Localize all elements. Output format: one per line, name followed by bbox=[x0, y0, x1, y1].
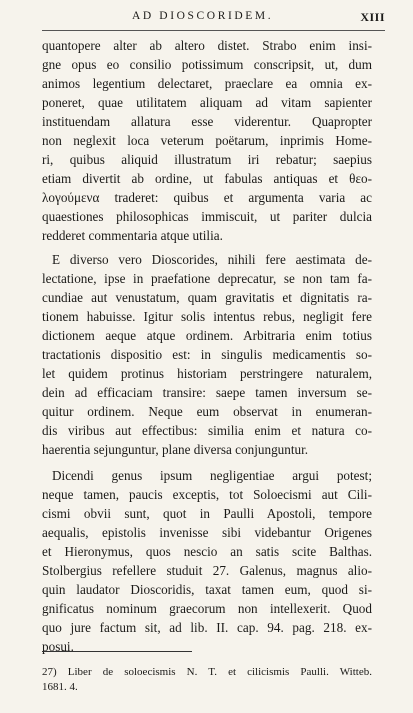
paragraph-2-line-11: haerentia sejunguntur, plane diversa conjunguntur. bbox=[42, 442, 309, 457]
paragraph-2-line-1: E diverso vero Dioscorides, nihili fere aestimata de- bbox=[52, 252, 372, 267]
paragraph-1-line-4: poneret, quae utilitatem aliquam ad vitam sapienter bbox=[42, 95, 372, 110]
paragraph-2-line-9: quitur ordinem. Neque eum observat in enumeran- bbox=[42, 404, 372, 419]
paragraph-2-line-5: dictionem aeque atque ordinem. Arbitraria enim totius bbox=[42, 328, 372, 343]
paragraph-3-line-4: aequalis, epistolis invenisse sibi videbantur Origenes bbox=[42, 525, 372, 540]
paragraph-1-line-10: quaestiones philosophicas immiscuit, ut pariter dulcia bbox=[42, 209, 372, 224]
paragraph-3-line-7: quin laudator Dioscoridis, taxat tamen eum, quod si- bbox=[42, 582, 372, 597]
paragraph-1-line-1: quantopere alter ab altero distet. Strabo enim insi- bbox=[42, 38, 372, 53]
paragraph-1-line-3: animos legentium delectaret, praeclare ea omnia ex- bbox=[42, 76, 372, 91]
footnote-rule bbox=[42, 651, 192, 652]
paragraph-3-line-5: et Hieronymus, quos nescio an satis scite Balthas. bbox=[42, 544, 372, 559]
paragraph-3-line-1: Dicendi genus ipsum negligentiae argui potest; bbox=[52, 468, 372, 483]
paragraph-2-line-8: dein ad efficaciam transire: saepe tamen inversum se- bbox=[42, 385, 372, 400]
paragraph-1-line-7: ri, quibus aliquid illustratum iri rebatur; saepius bbox=[42, 152, 372, 167]
paragraph-2-line-3: cundiae aut venustatum, quam gravitatis et dignitatis ra- bbox=[42, 290, 372, 305]
paragraph-2-line-4: tionem habuisse. Igitur solis intentus rebus, negligit fere bbox=[42, 309, 372, 324]
paragraph-3-line-3: cismi obvii sunt, quot in Paulli Apostoli, tempore bbox=[42, 506, 372, 521]
paragraph-3-line-8: gnificatus nominum graecorum non intellexerit. Quod bbox=[42, 601, 372, 616]
paragraph-3-line-9: quo jure factum sit, ad lib. II. cap. 94. pag. 218. ex- bbox=[42, 620, 372, 635]
paragraph-2-line-7: let quidem protinus historiam perstringere naturalem, bbox=[42, 366, 372, 381]
paragraph-3-line-10: posui. bbox=[42, 639, 74, 654]
page-number: XIII bbox=[360, 10, 385, 24]
paragraph-1-line-8: etiam divertit ab ordine, ut fabulas antiquas et θεο- bbox=[42, 171, 372, 186]
footnote-line-1: 27) Liber de soloecismis N. T. et cilicismis Paulli. Witteb. bbox=[42, 666, 372, 678]
running-title: AD DIOSCORIDEM. bbox=[132, 10, 274, 22]
paragraph-1-line-6: non neglexit loca veterum poëtarum, inprimis Home- bbox=[42, 133, 372, 148]
footnote-line-2: 1681. 4. bbox=[42, 681, 78, 693]
paragraph-3-line-6: Stolbergius refellere studuit 27. Galenus, magnus alio- bbox=[42, 563, 372, 578]
paragraph-1-line-9: λογούμενα traderet: quibus et argumenta varia ac bbox=[42, 190, 372, 205]
paragraph-3-line-2: neque tamen, paucis exceptis, tot Soloecismi aut Cili- bbox=[42, 487, 372, 502]
paragraph-2-line-6: tractationis dispositio est: in singulis medicamentis so- bbox=[42, 347, 372, 362]
paragraph-2-line-2: lectatione, ipse in praefatione deprecatur, se non tam fa- bbox=[42, 271, 372, 286]
running-head bbox=[42, 4, 385, 31]
paragraph-1-line-5: instituendam allatura esse viderentur. Quapropter bbox=[42, 114, 372, 129]
paragraph-1-line-11: redderet commentaria atque utilia. bbox=[42, 228, 223, 243]
paragraph-1-line-2: gne opus eo consilio potissimum conscripsit, ut, dum bbox=[42, 57, 372, 72]
paragraph-2-line-10: dis viribus aut effectibus: similia enim et natura co- bbox=[42, 423, 372, 438]
